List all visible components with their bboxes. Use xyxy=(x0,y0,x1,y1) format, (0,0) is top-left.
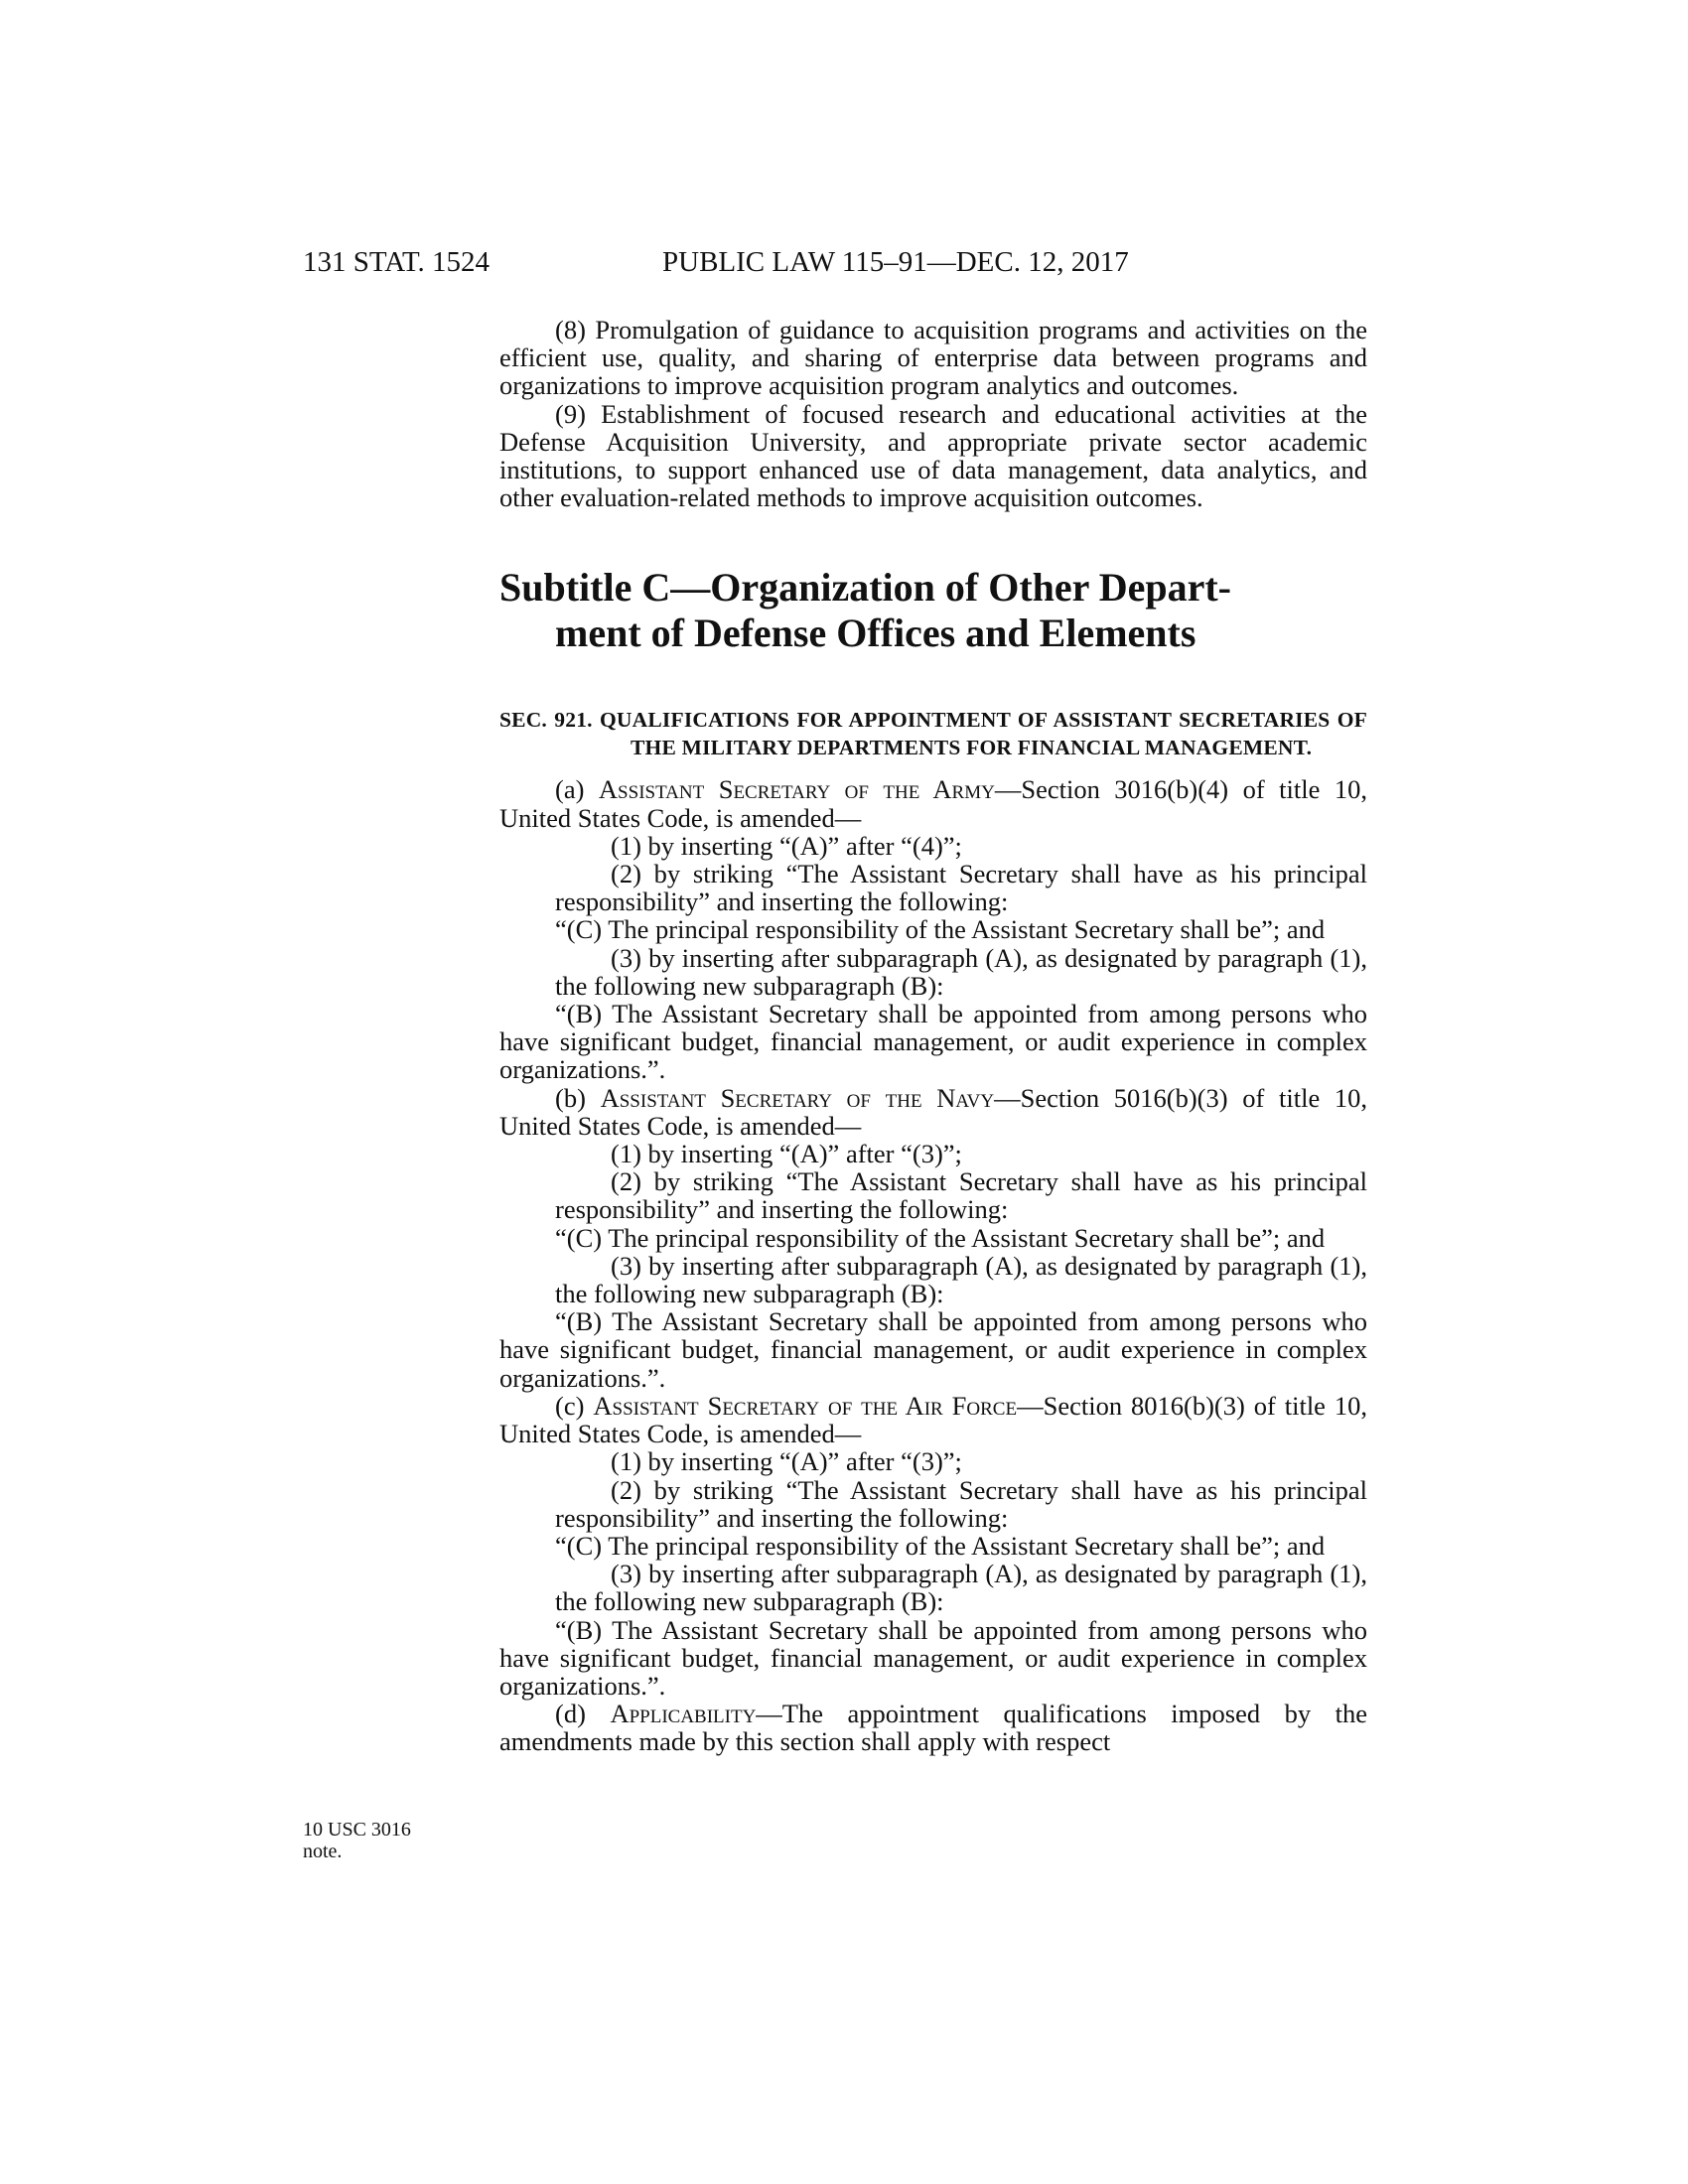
subsection-caption: Assistant Secretary of the Air Force xyxy=(593,1390,1018,1421)
subsection-letter: (b) xyxy=(555,1082,586,1113)
amendment-item-3: (3) by inserting after subparagraph (A), as designated by paragraph (1), the following new subparagraph (B): xyxy=(555,1250,1367,1309)
subsection-b xyxy=(499,1084,1367,1392)
quoted-text-c: “(C) The principal responsibility of the Assistant Secretary shall be”; and xyxy=(555,1530,1326,1561)
margin-note xyxy=(303,1819,422,1862)
statute-page-number: 131 STAT. 1524 xyxy=(303,246,491,278)
subsection-a xyxy=(499,775,1367,1083)
quoted-text-c: “(C) The principal responsibility of the Assistant Secretary shall be”; and xyxy=(555,1222,1326,1253)
subtitle-line-1: Subtitle C—Organization of Other Depart- xyxy=(499,565,1231,611)
subsection-letter: (c) xyxy=(555,1390,585,1421)
subsection-letter: (d) xyxy=(555,1699,586,1729)
amendment-item-2: (2) by striking “The Assistant Secretary shall have as his principal responsibility” and inserting the following: xyxy=(555,1166,1367,1225)
amendment-item-1: (1) by inserting “(A)” after “(4)”; xyxy=(611,830,962,861)
paragraph-9: (9) Establishment of focused research and educational activities at the Defense Acquisition University, and appropriate private sector academic institutions, to support enhanced use of data management, data analytics, and other evaluation-related methods to improve acquisition outcomes. xyxy=(499,398,1367,513)
margin-note-citation: 10 USC 3016 xyxy=(303,1819,411,1841)
margin-note-label: note. xyxy=(303,1841,343,1862)
subsection-intro xyxy=(499,775,1367,831)
public-law-citation: PUBLIC LAW 115–91—DEC. 12, 2017 xyxy=(662,246,1129,278)
subsection-text: —Section 5016(b)(3) of title 10, United States Code, is amended— xyxy=(499,1082,1368,1141)
subtitle-line-2: ment of Defense Offices and Elements xyxy=(555,611,1196,656)
amendment-item-1: (1) by inserting “(A)” after “(3)”; xyxy=(611,1446,962,1477)
amendment-item-2: (2) by striking “The Assistant Secretary shall have as his principal responsibility” and inserting the following: xyxy=(555,859,1367,917)
main-text-column xyxy=(499,316,1367,1756)
quoted-text-b: “(B) The Assistant Secretary shall be appointed from among persons who have significant budget, financial management, or audit experience in complex organizations.”. xyxy=(499,1306,1367,1393)
amendment-item-2: (2) by striking “The Assistant Secretary shall have as his principal responsibility” and inserting the following: xyxy=(555,1474,1367,1533)
amendment-item-3: (3) by inserting after subparagraph (A), as designated by paragraph (1), the following new subparagraph (B): xyxy=(555,1559,1367,1617)
quoted-text-c: “(C) The principal responsibility of the Assistant Secretary shall be”; and xyxy=(555,914,1326,945)
paragraph-8: (8) Promulgation of guidance to acquisition programs and activities on the efficient use, quality, and sharing of enterprise data between programs and organizations to improve acquisition program analytics and outcomes. xyxy=(499,315,1367,401)
subtitle-heading xyxy=(499,565,1367,656)
subsection-caption: Assistant Secretary of the Army xyxy=(598,774,995,805)
quoted-text-b: “(B) The Assistant Secretary shall be appointed from among persons who have significant budget, financial management, or audit experience in complex organizations.”. xyxy=(499,1614,1367,1701)
running-head xyxy=(303,242,1365,282)
subsection-c xyxy=(499,1392,1367,1700)
quoted-text-b: “(B) The Assistant Secretary shall be appointed from among persons who have significant budget, financial management, or audit experience in complex organizations.”. xyxy=(499,999,1367,1085)
subsection-letter: (a) xyxy=(555,774,585,805)
subsection-intro xyxy=(499,1084,1367,1140)
subsection-intro xyxy=(499,1392,1367,1447)
subsection-text: —The appointment qualifications imposed by the amendments made by this section shall apply with respect xyxy=(499,1699,1367,1757)
amendment-item-3: (3) by inserting after subparagraph (A), as designated by paragraph (1), the following new subparagraph (B): xyxy=(555,942,1367,1001)
section-heading: SEC. 921. QUALIFICATIONS FOR APPOINTMENT OF ASSISTANT SECRETARIES OF THE MILITARY DEPARTMENTS FOR FINANCIAL MANAGEMENT. xyxy=(499,708,1367,760)
subsection-text: —Section 3016(b)(4) of title 10, United States Code, is amended— xyxy=(499,774,1367,833)
amendment-item-1: (1) by inserting “(A)” after “(3)”; xyxy=(611,1139,962,1169)
subsection-d xyxy=(499,1700,1367,1755)
subsection-text: —Section 8016(b)(3) of title 10, United States Code, is amended— xyxy=(499,1390,1368,1449)
subsection-caption: Applicability xyxy=(610,1699,757,1729)
subsection-intro xyxy=(499,1700,1367,1755)
subsection-caption: Assistant Secretary of the Navy xyxy=(600,1082,995,1113)
